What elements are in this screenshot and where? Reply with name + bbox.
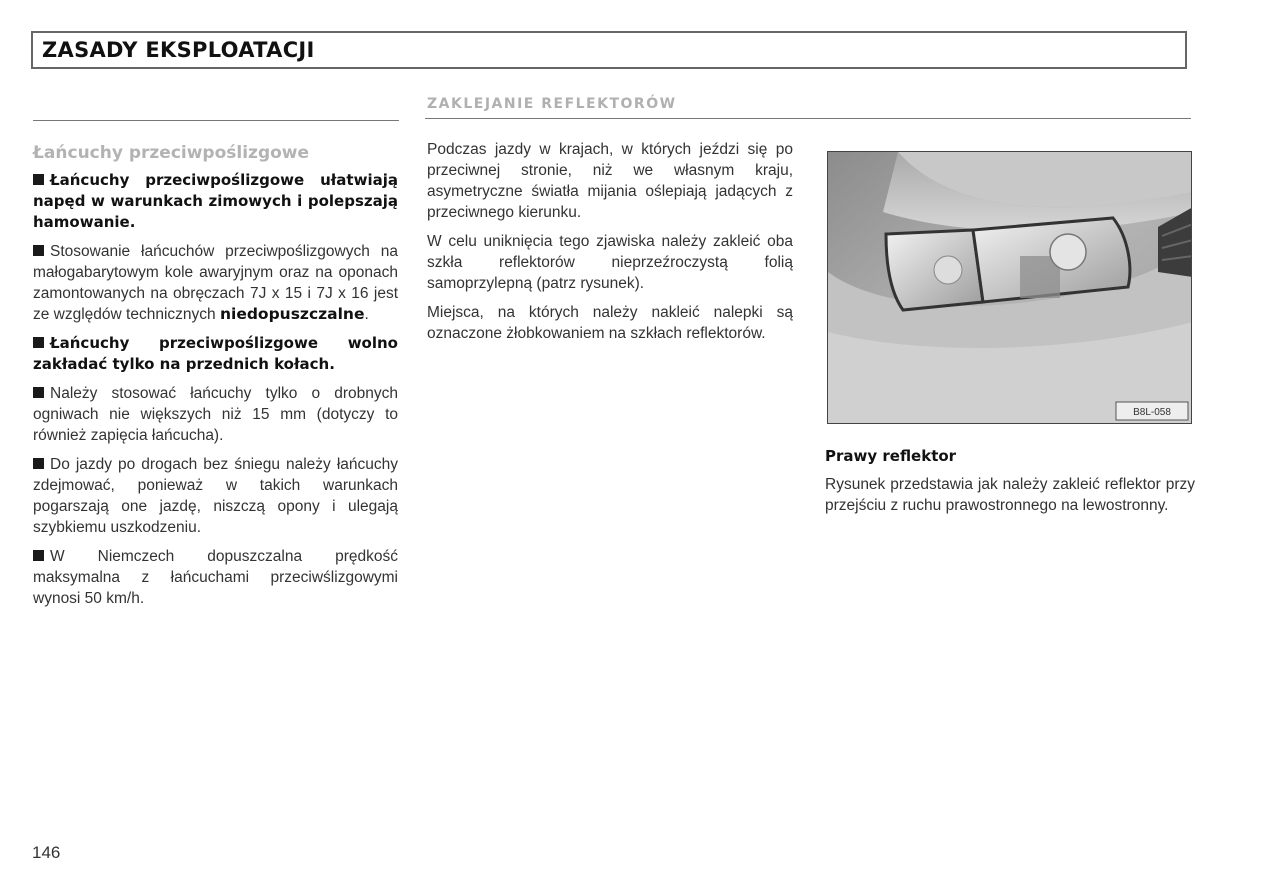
paragraph-1: Łańcuchy przeciwpoślizgowe ułatwiają napęd w warunkach zimowych i polepszają hamowanie.: [33, 171, 398, 231]
bullet-square-icon: [33, 174, 44, 185]
left-column-heading: Łańcuchy przeciwpoślizgowe: [33, 143, 310, 163]
bullet-square-icon: [33, 245, 44, 256]
section-rule: [425, 118, 1191, 119]
figure-caption-text: Rysunek przedstawia jak należy zakleić reflektor przy przejściu z ruchu prawostronnego na lewostronny.: [825, 476, 1195, 514]
left-column-rule: [33, 120, 399, 121]
paragraph-4: Należy stosować łańcuchy tylko o drobnych ogniwach nie większych niż 15 mm (dotyczy to również zapięcia łańcucha).: [33, 385, 398, 444]
bullet-square-icon: [33, 458, 44, 469]
bullet-square-icon: [33, 550, 44, 561]
middle-paragraph-3: Miejsca, na których należy nakleić nalepki są oznaczone żłobkowaniem na szkłach reflektorów.: [427, 304, 793, 342]
page-number: 146: [32, 843, 61, 862]
page-header: [31, 31, 1187, 69]
paragraph-2: Stosowanie łańcuchów przeciwpoślizgowych na małogabarytowym kole awaryjnym oraz na oponach zamontowanych na obręczach 7J x 15 i 7J x 16 jest ze względów technicznych niedopuszczalne.: [33, 243, 398, 323]
middle-paragraph-1: Podczas jazdy w krajach, w których jeździ się po przeciwnej stronie, niż we własnym kraju, asymetryczne światła mijania oślepiają jadących z przeciwnego kierunku.: [427, 141, 793, 221]
middle-paragraph-2: W celu uniknięcia tego zjawiska należy zakleić oba szkła reflektorów nieprzeźroczystą folią samoprzylepną (patrz rysunek).: [427, 233, 793, 292]
figure-code: B8L-058: [1133, 407, 1171, 418]
section-heading: ZAKLEJANIE REFLEKTORÓW: [427, 96, 677, 112]
paragraph-6: W Niemczech dopuszczalna prędkość maksymalna z łańcuchami przeciwślizgowymi wynosi 50 km/h.: [33, 548, 398, 607]
emphasis-text: niedopuszczalne: [219, 305, 365, 323]
bullet-square-icon: [33, 387, 44, 398]
paragraph-5: Do jazdy po drogach bez śniegu należy łańcuchy zdejmować, ponieważ w takich warunkach pogarszają one jazdę, niszczą opony i ulegają szybkiemu uszkodzeniu.: [33, 456, 398, 536]
page-title: ZASADY EKSPLOATACJI: [42, 38, 315, 62]
headlight-photo: [827, 151, 1192, 424]
left-column: [33, 170, 398, 617]
figure-caption-title: Prawy reflektor: [825, 447, 957, 465]
middle-column: [427, 139, 793, 352]
bullet-square-icon: [33, 337, 44, 348]
paragraph-3: Łańcuchy przeciwpoślizgowe wolno zakładać tylko na przednich kołach.: [33, 334, 398, 373]
